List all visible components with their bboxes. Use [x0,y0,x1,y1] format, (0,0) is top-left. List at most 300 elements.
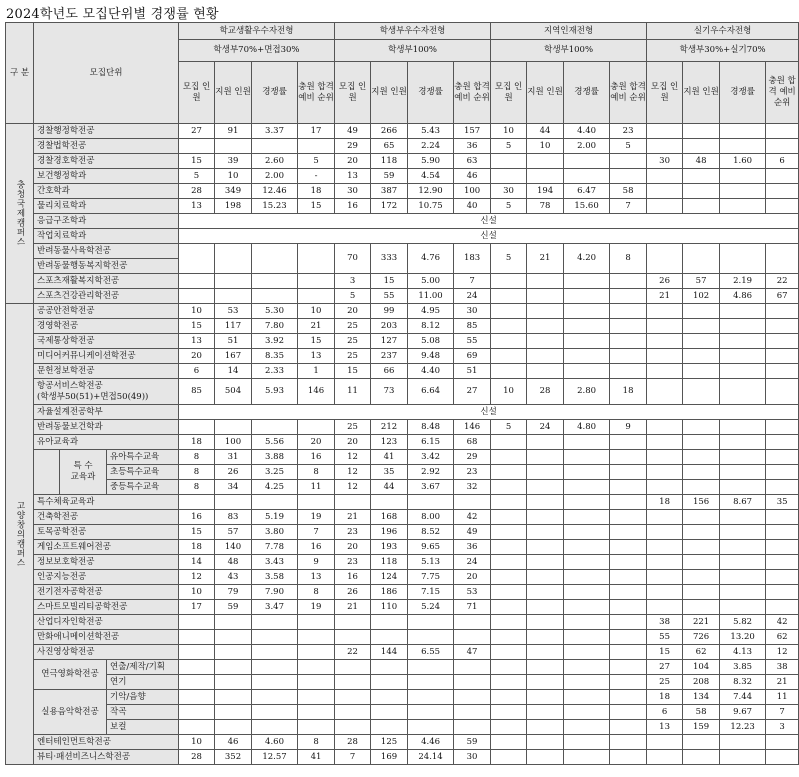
unit-name: 반려동물사육학전공 [34,244,179,259]
value-cell [491,274,527,289]
value-cell: 62 [683,645,720,660]
value-cell [720,139,766,154]
value-cell: 11.00 [408,289,454,304]
value-cell: 5.90 [408,154,454,169]
value-cell [766,199,799,214]
value-cell [527,154,564,169]
value-cell [215,244,252,274]
unit-sub-name: 연출/제작/기획 [107,660,179,675]
table-row [6,540,799,555]
value-cell [647,244,683,274]
value-cell: 78 [527,199,564,214]
table-row [6,615,799,630]
value-cell: 144 [371,645,408,660]
value-cell: 20 [335,154,371,169]
value-cell [527,555,564,570]
value-cell: 20 [335,304,371,319]
value-cell [766,735,799,750]
value-cell: 172 [371,199,408,214]
value-cell [647,450,683,465]
value-cell [335,675,371,690]
value-cell [766,319,799,334]
value-cell [564,510,610,525]
value-cell [647,570,683,585]
value-cell [527,289,564,304]
value-cell [491,510,527,525]
value-cell: 15 [298,334,335,349]
value-cell [564,750,610,765]
value-cell [766,379,799,405]
unit-name: 산업디자인학전공 [34,615,179,630]
unit-name: 경찰경호학전공 [34,154,179,169]
unit-name: 경영학전공 [34,319,179,334]
value-cell: 10 [298,304,335,319]
value-cell: 18 [179,435,215,450]
value-cell: 18 [647,495,683,510]
value-cell [564,450,610,465]
value-cell: 3.42 [408,450,454,465]
value-cell [610,274,647,289]
value-cell [720,420,766,435]
page-title: 2024학년도 모집단위별 경쟁률 현황 [6,7,219,22]
value-cell: 3.37 [252,124,298,139]
value-cell [527,274,564,289]
value-cell: 58 [683,705,720,720]
value-cell [720,510,766,525]
table-row [6,660,799,675]
value-cell [647,480,683,495]
value-cell [527,540,564,555]
value-cell: 42 [766,615,799,630]
value-cell [647,379,683,405]
value-cell: 8 [179,465,215,480]
value-cell [720,465,766,480]
value-cell: 3.47 [252,600,298,615]
value-cell [215,645,252,660]
value-cell: 193 [371,540,408,555]
value-cell [647,585,683,600]
table-row [6,600,799,615]
value-cell: 4.60 [252,735,298,750]
unit-sub-name: 유아특수교육 [107,450,179,465]
value-cell: 17 [298,124,335,139]
value-cell: 27 [647,660,683,675]
unit-name: 반려동물행동복지학전공 [34,259,179,274]
value-cell [371,630,408,645]
column-header: 모집 인원 [179,62,215,124]
value-cell [408,495,454,510]
value-cell [298,244,335,274]
value-cell [683,139,720,154]
value-cell: 23 [335,555,371,570]
value-cell: 15 [647,645,683,660]
value-cell: 44 [527,124,564,139]
value-cell: 67 [766,289,799,304]
value-cell: 5 [298,154,335,169]
value-cell [610,349,647,364]
value-cell [252,274,298,289]
value-cell: 66 [371,364,408,379]
value-cell: 22 [335,645,371,660]
value-cell [766,420,799,435]
value-cell [647,420,683,435]
value-cell: 8 [298,465,335,480]
value-cell: 55 [371,289,408,304]
value-cell: 7.15 [408,585,454,600]
value-cell [564,570,610,585]
value-cell [766,124,799,139]
value-cell: 2.24 [408,139,454,154]
value-cell: 5 [179,169,215,184]
value-cell: 13 [179,334,215,349]
value-cell [298,645,335,660]
value-cell [335,705,371,720]
value-cell [179,705,215,720]
value-cell [179,630,215,645]
value-cell [408,615,454,630]
value-cell: 3.85 [720,660,766,675]
value-cell [252,139,298,154]
value-cell: 11 [335,379,371,405]
value-cell: 6.15 [408,435,454,450]
value-cell [720,244,766,274]
unit-name: 국제통상학전공 [34,334,179,349]
value-cell [527,570,564,585]
value-cell [527,334,564,349]
campus-label: 충청국제캠퍼스 [6,124,34,304]
value-cell [454,630,491,645]
value-cell [647,334,683,349]
value-cell: 117 [215,319,252,334]
value-cell [527,364,564,379]
value-cell: 68 [454,435,491,450]
header-sub-2: 학생부100% [335,40,491,62]
table-row [6,319,799,334]
value-cell [527,435,564,450]
value-cell: 29 [335,139,371,154]
unit-name: 응급구조학과 [34,214,179,229]
value-cell [610,600,647,615]
value-cell: 5 [491,199,527,214]
value-cell: 10 [491,124,527,139]
value-cell [683,525,720,540]
value-cell [720,540,766,555]
value-cell: 6.55 [408,645,454,660]
value-cell: 4.54 [408,169,454,184]
unit-note: (학생부50(51)+면접50(49)) [37,391,149,402]
value-cell: 15 [179,154,215,169]
value-cell: 11 [766,690,799,705]
value-cell: 9.67 [720,705,766,720]
value-cell: 8 [610,244,647,274]
value-cell [720,169,766,184]
value-cell: 4.80 [564,420,610,435]
value-cell [215,630,252,645]
column-header: 충원 합격 예비 순위 [766,62,799,124]
value-cell: 24 [454,289,491,304]
value-cell: 59 [215,600,252,615]
value-cell: 7 [610,199,647,214]
value-cell: 16 [335,199,371,214]
value-cell [564,555,610,570]
value-cell: 7 [335,750,371,765]
value-cell: 12 [335,480,371,495]
value-cell [215,615,252,630]
value-cell [454,720,491,735]
value-cell: 7.75 [408,570,454,585]
unit-name: 뷰티·패션비즈니스학전공 [34,750,179,765]
value-cell [720,334,766,349]
value-cell [527,349,564,364]
value-cell [215,660,252,675]
value-cell: 3.58 [252,570,298,585]
value-cell: 5 [610,139,647,154]
new-label: 신설 [179,229,799,244]
value-cell [527,630,564,645]
value-cell: 4.25 [252,480,298,495]
value-cell [335,660,371,675]
value-cell: 41 [298,750,335,765]
value-cell [491,495,527,510]
group-spacer [34,450,60,495]
value-cell [564,690,610,705]
value-cell: 59 [454,735,491,750]
value-cell: 208 [683,675,720,690]
value-cell [766,304,799,319]
value-cell: 6 [179,364,215,379]
value-cell: 21 [766,675,799,690]
value-cell: 4.86 [720,289,766,304]
value-cell: 58 [610,184,647,199]
unit-name: 물리치료학과 [34,199,179,214]
value-cell: 12.46 [252,184,298,199]
unit-name [34,379,179,405]
value-cell [215,495,252,510]
value-cell: 7 [454,274,491,289]
value-cell [252,495,298,510]
value-cell: 387 [371,184,408,199]
value-cell [491,555,527,570]
value-cell [527,480,564,495]
value-cell: 110 [371,600,408,615]
value-cell: 69 [454,349,491,364]
value-cell: 55 [454,334,491,349]
unit-name: 특수체육교육과 [34,495,179,510]
value-cell [766,184,799,199]
value-cell: 2.00 [564,139,610,154]
table-row [6,570,799,585]
value-cell: 3 [766,720,799,735]
value-cell [683,349,720,364]
value-cell [610,750,647,765]
value-cell: 4.40 [564,124,610,139]
value-cell [683,184,720,199]
value-cell [564,480,610,495]
value-cell: 24 [454,555,491,570]
value-cell [179,495,215,510]
table-row [6,450,799,465]
value-cell: 4.13 [720,645,766,660]
new-label: 신설 [179,405,799,420]
value-cell: 4.95 [408,304,454,319]
value-cell [720,435,766,450]
value-cell: 104 [683,660,720,675]
value-cell: 13.20 [720,630,766,645]
value-cell: 7.78 [252,540,298,555]
value-cell [564,364,610,379]
value-cell [371,615,408,630]
value-cell [610,705,647,720]
value-cell: 28 [179,184,215,199]
value-cell: 2.33 [252,364,298,379]
value-cell: 17 [179,600,215,615]
value-cell [215,675,252,690]
value-cell [179,675,215,690]
value-cell: 7.44 [720,690,766,705]
value-cell [720,525,766,540]
table-row [6,379,799,405]
table-row [6,510,799,525]
value-cell: 12 [335,465,371,480]
value-cell [179,690,215,705]
value-cell: 12 [179,570,215,585]
value-cell [647,364,683,379]
value-cell [683,420,720,435]
value-cell: 4.20 [564,244,610,274]
value-cell [298,630,335,645]
table-row [6,199,799,214]
value-cell: 5 [491,420,527,435]
value-cell: 48 [683,154,720,169]
column-header: 지원 인원 [527,62,564,124]
value-cell: 3.25 [252,465,298,480]
table-row [6,525,799,540]
value-cell [683,304,720,319]
value-cell [564,274,610,289]
unit-sub-name: 기악/음향 [107,690,179,705]
value-cell: 10 [491,379,527,405]
value-cell [527,645,564,660]
value-cell [683,379,720,405]
value-cell [720,480,766,495]
value-cell [647,199,683,214]
value-cell [766,139,799,154]
value-cell [491,600,527,615]
value-cell: 125 [371,735,408,750]
value-cell [610,450,647,465]
value-cell: 12.23 [720,720,766,735]
value-cell: 18 [298,184,335,199]
unit-name: 사진영상학전공 [34,645,179,660]
value-cell: 46 [454,169,491,184]
value-cell: 13 [298,349,335,364]
value-cell: 85 [179,379,215,405]
value-cell [766,510,799,525]
table-row [6,154,799,169]
value-cell: 15 [335,364,371,379]
value-cell: 24 [527,420,564,435]
value-cell: 5 [491,139,527,154]
value-cell [766,570,799,585]
value-cell: 118 [371,555,408,570]
value-cell: 59 [371,169,408,184]
value-cell [491,660,527,675]
header-type-3: 지역인재전형 [491,23,647,40]
unit-name: 토목공학전공 [34,525,179,540]
value-cell: 36 [454,139,491,154]
value-cell [371,675,408,690]
value-cell [454,495,491,510]
value-cell [647,435,683,450]
value-cell: 12.90 [408,184,454,199]
value-cell: 2.80 [564,379,610,405]
value-cell [491,334,527,349]
column-header: 경쟁률 [252,62,298,124]
value-cell [527,720,564,735]
value-cell [371,720,408,735]
value-cell [298,675,335,690]
value-cell: 5.13 [408,555,454,570]
value-cell [527,304,564,319]
value-cell [766,450,799,465]
value-cell [179,244,215,274]
value-cell [766,435,799,450]
column-header: 지원 인원 [683,62,720,124]
value-cell: - [298,169,335,184]
value-cell [610,525,647,540]
value-cell: 26 [215,465,252,480]
value-cell [298,615,335,630]
value-cell [408,660,454,675]
value-cell [527,525,564,540]
value-cell: 15 [179,319,215,334]
unit-sub-name: 연기 [107,675,179,690]
value-cell: 25 [335,334,371,349]
value-cell [527,705,564,720]
value-cell: 127 [371,334,408,349]
value-cell: 7.80 [252,319,298,334]
table-row [6,630,799,645]
value-cell [766,600,799,615]
value-cell [252,690,298,705]
value-cell [215,139,252,154]
value-cell: 16 [298,540,335,555]
value-cell: 7 [298,525,335,540]
value-cell [298,720,335,735]
table-row [6,214,799,229]
value-cell: 8.48 [408,420,454,435]
value-cell: 20 [298,435,335,450]
header-gubun: 구 분 [6,23,34,124]
value-cell [491,169,527,184]
value-cell [610,364,647,379]
value-cell: 349 [215,184,252,199]
value-cell: 41 [371,450,408,465]
value-cell: 1 [298,364,335,379]
value-cell [610,690,647,705]
value-cell: 8 [298,585,335,600]
table-row [6,420,799,435]
value-cell [179,720,215,735]
value-cell [491,615,527,630]
value-cell: 10 [179,304,215,319]
value-cell: 168 [371,510,408,525]
value-cell [720,199,766,214]
value-cell: 29 [454,450,491,465]
value-cell [720,319,766,334]
value-cell [564,495,610,510]
value-cell: 15.23 [252,199,298,214]
